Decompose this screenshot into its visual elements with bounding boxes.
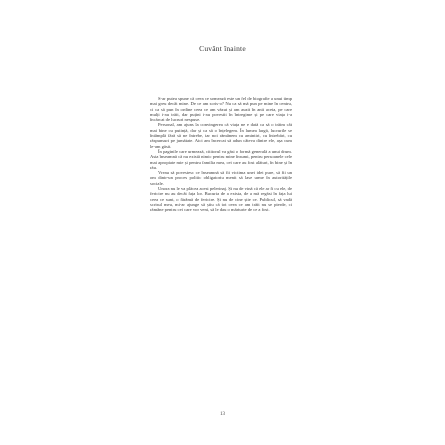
paragraph: S-ar putea spune că ceea ce urmează este un fel de biografie a unui timp mai greu decât mine. De ce am scris-o? Nu ca să mă pun pe mine în centru, ci ca să pun în ordine ceea ce am văzut și am auzit în anii aceia, pe care mulți i-au trăit, dar puțini i-au povestit în întregime și pe care viața i-a încărcat de lucruri nespuse. bbox=[150, 96, 292, 123]
page-number: 13 bbox=[220, 412, 225, 417]
body-text bbox=[150, 96, 292, 213]
paragraph: Personal, am ajuns la convingerea că viața ne e dată ca să o trăim cât mai bine cu putință, dar și ca să o înțelegem. În lumea largă, lucrurile se întâmplă fără să ne întrebe, iar noi rămânem cu amintiri, cu întrebări, cu răspunsuri pe jumătate. Aici am încercat să adun câteva dintre ele, așa cum le-am găsit. bbox=[150, 122, 292, 149]
page-title: Cuvânt înainte bbox=[199, 44, 246, 53]
paragraph: Unora nu le va plăcea acest pelerinaj. Și nu de vină că ele ar fi cu ele, de fericire nu au decât fața lor. Bucuria de a exista, de a mă regăsi în fața lui ceea ce sunt, o fărâmă de fericire. Și nu de cine știe ce. Publicul, să vadă scrisul meu, mi-ar ajunge să știu că tot ceea ce am trăit nu se pierde, ci rămâne pentru cei care vor veni, să le dau o mărturie de ce a fost. bbox=[150, 186, 292, 213]
paragraph: În paginile care urmează, cititorul va găsi o formă generală a unui drum. Asta înseamnă că nu există nimic pentru mine însumi, pentru persoanele cele mai apropiate mie și pentru familia mea, cei care au fost alături, în bine și în rău. bbox=[150, 148, 292, 170]
paragraph: Vreau să povestesc ce înseamnă să fii victima unei idei pure, să fii un om dintr-un proces politic obligatoriu menit să lase urme în autoritățile sociale. bbox=[150, 170, 292, 186]
